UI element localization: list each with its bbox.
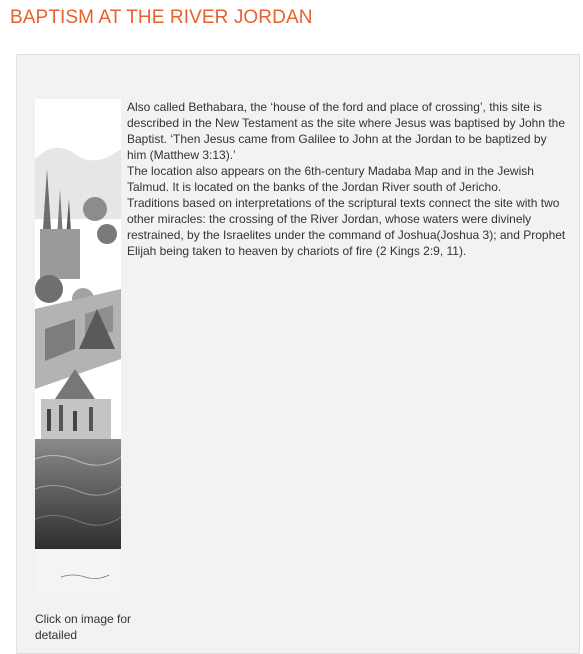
content-panel <box>16 54 580 654</box>
article-paragraph-1: Also called Bethabara, the ‘house of the ford and place of crossing’, this site is described in the New Testament as the site where Jesus was baptised by John the Baptist. ‘Then Jesus came from Galilee to John at the Jordan to be baptized by him (Matthew 3:13).’ <box>127 100 566 162</box>
article-paragraph-2: The location also appears on the 6th-century Madaba Map and in the Jewish Talmud. It is located on the banks of the Jordan River south of Jericho. <box>127 164 534 194</box>
article-paragraph-3: Traditions based on interpretations of the scriptural texts connect the site with two other miracles: the crossing of the River Jordan, whose waters were divinely restrained, by the Israelites under the command of Joshua(Joshua 3); and Prophet Elijah being taken to heaven by chariots of fire (2 Kings 2:9, 11). <box>127 196 566 258</box>
image-caption: Click on image for detailed <box>35 612 132 642</box>
article-text <box>127 99 567 259</box>
pencil-sketch-illustration <box>35 99 121 593</box>
page-title: BAPTISM AT THE RIVER JORDAN <box>10 7 313 28</box>
baptism-sketch-image[interactable] <box>35 99 121 593</box>
